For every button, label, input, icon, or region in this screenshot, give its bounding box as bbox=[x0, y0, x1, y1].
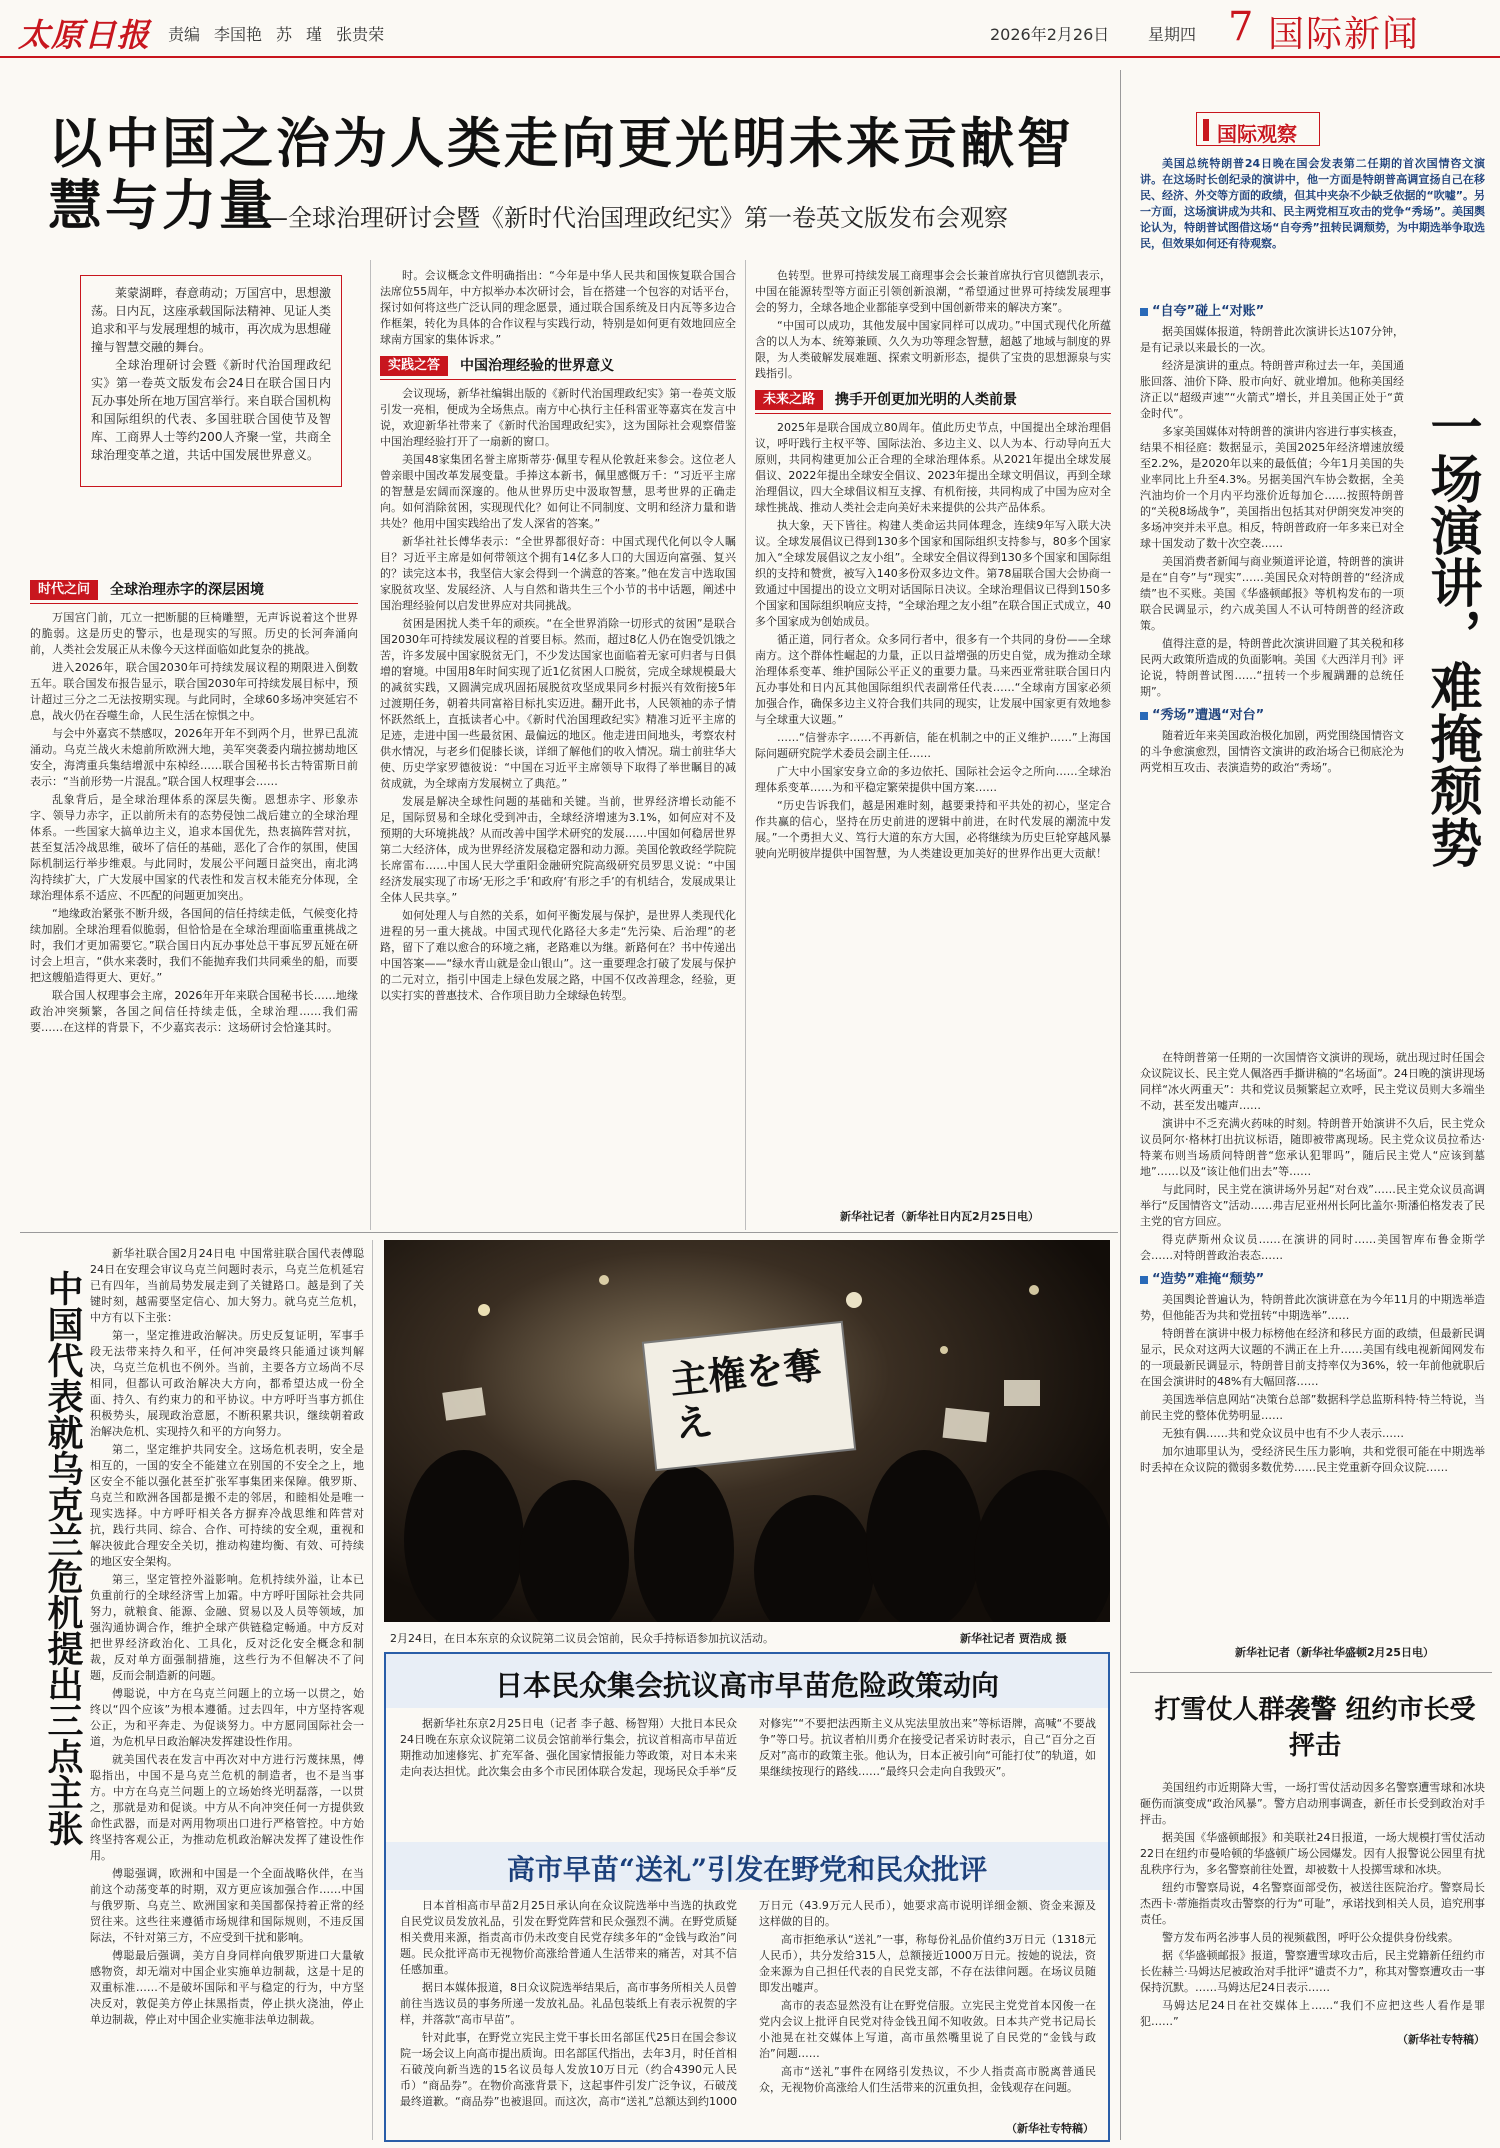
article-paragraph: 加尔迪耶里认为，受经济民生压力影响，共和党很可能在中期选举时丢掉在众议院的微弱多数优势……民主党重新夺回众议院…… bbox=[1140, 1445, 1485, 1474]
section-title: 中国治理经验的世界意义 bbox=[460, 358, 615, 374]
japan-news-box bbox=[384, 1652, 1110, 2142]
nyc-headline-text: 打雪仗人群袭警 纽约市长受抨击 bbox=[1154, 1695, 1476, 1761]
lead-intro-paragraph: 全球治理研讨会暨《新时代治国理政纪实》第一卷英文版发布会24日在联合国日内瓦办事处所在地万国宫举行。来自联合国机构和国际组织的代表、多国驻联合国使节及智库、工商界人士等约200人齐聚一堂，共商全球治理变革之道，共话中国发展世界意义。 bbox=[91, 358, 332, 462]
page-number: 7 bbox=[1228, 4, 1254, 50]
observation-subhead bbox=[1140, 304, 1404, 320]
article-paragraph: 新华社联合国2月24日电 中国常驻联合国代表傅聪24日在安理会审议乌克兰问题时表示，乌克兰危机延宕已有四年，当前局势发展走到了关键路口。越是到了关键时刻，越需要坚定信心、加大努力。就乌克兰危机，中方有以下主张： bbox=[90, 1247, 364, 1324]
article-paragraph: 高市拒绝承认“送礼”一事，称每份礼品价值约3万日元（1318元人民币），共分发给315人，总额接近1000万日元。按她的说法，资金来源为自己担任代表的自民党支部，不存在法律问题。在场议员随即发出嘘声。 bbox=[759, 1933, 1096, 1994]
lead-subheadline: ——全球治理研讨会暨《新时代治国理政纪实》第一卷英文版发布会观察 bbox=[240, 204, 1008, 232]
article-paragraph: “地缘政治紧张不断升级，各国间的信任持续走低，气候变化持续加剧。全球治理看似脆弱，但恰恰是在全球治理面临重重挑战之时，我们才更加需要它。”联合国日内瓦办事处总干事瓦罗瓦娅在研讨会上坦言，“供水来袭时，我们不能抛弃我们共同乘坐的船，而要把这艘船造得更大、更好。” bbox=[30, 907, 358, 984]
article-paragraph: 随着近年来美国政治极化加剧，两党围绕国情咨文的斗争愈演愈烈，国情咨文演讲的政治场合已彻底沦为两党相互攻击、表演造势的政治“秀场”。 bbox=[1140, 729, 1404, 774]
article-paragraph: 美国48家集团名誉主席斯蒂芬·佩里专程从伦敦赶来参会。这位老人曾亲眼中国改革发展变量。手捧这本新书，佩里感慨万千：“习近平主席的智慧是宏阔而深邃的。他从世界历史中汲取智慧，思考世界的正确走向。如何消除贫困，实现现代化？如何让不同制度、文明和经济力量和谐共处？他用中国实践给出了发人深省的答案。” bbox=[380, 453, 736, 530]
observation-tag-box bbox=[1196, 112, 1320, 146]
article-paragraph: 新华社社长傅华表示：“全世界都很好奇：中国式现代化何以令人瞩目？习近平主席是如何带领这个拥有14亿多人口的大国迈向富强、复兴的？读完这本书，我坚信大家会得到一个满意的答案。”他在发言中选取国家脱贫攻坚、发展经济、人与自然和谐共生三个小节的书中话题，阐述中国治理经验何以启发世界应对共同挑战。 bbox=[380, 535, 736, 612]
observation-column-a bbox=[1140, 296, 1404, 1046]
observation-subhead-text: “自夸”碰上“对账” bbox=[1152, 304, 1265, 319]
section-name: 国际新闻 bbox=[1268, 14, 1421, 55]
article-paragraph: 经济是演讲的重点。特朗普声称过去一年，美国通胀回落、油价下降、股市向好、就业增加。他称美国经济正以“超级声速”“火箭式”增长，并且美国正处于“黄金时代”。 bbox=[1140, 359, 1404, 420]
article-paragraph: 联合国人权理事会主席，2026年开年来联合国秘书长……地缘政治冲突频繁，各国之间信任持续走低，全球治理……我们需要……在这样的背景下，不少嘉宾表示：这场研讨会恰逢其时。 bbox=[30, 989, 358, 1034]
article-paragraph: 据新华社东京2月25日电（记者 李子越、杨智翔）大批日本民众24日晚在东京众议院第二议员会馆前举行集会，抗议首相高市早苗近期推动加速修宪、扩充军备、强化国家情报能力等政策，对日本未来走向表达担忧。此次集会由多个市民团体联合发起，现场民众手举“反对修宪”“不要把法西斯主义从宪法里放出来”等标语牌，高喊“不要战争”等口号。抗议者柏川勇介在接受记者采访时表示，自己“百分之百反对”高市的政策主张。他认为，日本正被引向“可能打仗”的轨道，如果继续按现行的路线……“最终只会走向自我毁灭”。 bbox=[400, 1717, 1096, 1778]
article-paragraph: 马姆达尼24日在社交媒体上……“我们不应把这些人看作是罪犯……” bbox=[1140, 1999, 1485, 2028]
section-header bbox=[30, 580, 358, 604]
article-paragraph: 时。会议概念文件明确指出：“今年是中华人民共和国恢复联合国合法席位55周年，中方拟举办本次研讨会，旨在搭建一个包容的对话平台，探讨如何将这些广泛认同的理念愿景，通过联合国系统及日内瓦等多边合作框架，转化为具体的合作议程与实践行动，特别是如何更有效地回应全球南方国家的集体诉求。” bbox=[380, 269, 736, 346]
lead-byline: 新华社记者（新华社日内瓦2月25日电） bbox=[840, 1210, 1039, 1223]
photo-caption: 2月24日，在日本东京的众议院第二议员会馆前，民众手持标语参加抗议活动。 bbox=[390, 1632, 774, 1645]
article-paragraph: “历史告诉我们，越是困难时刻，越要秉持和平共处的初心，坚定合作共赢的信心，坚持在历史前进的逻辑中前进，在时代发展的潮流中发展。”一个勇担大义、笃行大道的东方大国，必将继续为历史巨轮穿越风暴驶向光明彼岸提供中国智慧，为人类建设更加美好的世界作出更大贡献！ bbox=[755, 799, 1111, 860]
article-paragraph: 据日本媒体报道，8日众议院选举结果后，高市事务所相关人员曾前往当选议员的事务所递一发放礼品。礼品包装纸上有表示祝贺的字样，并落款“高市早苗”。 bbox=[400, 1981, 737, 2026]
article-paragraph: 贫困是困扰人类千年的顽疾。“在全世界消除一切形式的贫困”是联合国2030年可持续发展议程的首要目标。然而，超过8亿人仍在饱受饥饿之苦，许多发展中国家脱贫无门，不少发达国家也面临着无家可归者与日俱增的窘境。中国用8年时间实现了近1亿贫困人口脱贫，完成全球规模最大的减贫实践，又圆满完成巩固拓展脱贫攻坚成果同乡村振兴有效衔接5年过渡期任务，朝着共同富裕目标扎实迈进。翻开此书，人民领袖的赤子情怀跃然纸上，直抵读者心中。《新时代治国理政纪实》精准习近平主席的足迹，走进中国一些最贫困、最偏远的地区。他走进田间地头，考察农村供水情况，与老乡们促膝长谈，详细了解他们的收入情况。瑞士前驻华大使、历史学家罗德彼说：“中国在习近平主席领导下取得了举世瞩目的减贫成就，为全球南方发展树立了典范。” bbox=[380, 617, 736, 790]
editors bbox=[168, 22, 384, 45]
lead-column-1 bbox=[30, 572, 358, 1224]
article-paragraph: 无独有偶……共和党众议员中也有不少人表示…… bbox=[1162, 1427, 1404, 1440]
article-paragraph: 据《华盛顿邮报》报道，警察遭雪球攻击后，民主党籍新任纽约市长佐赫兰·马姆达尼被政治对手批评“谴责不力”，称其对警察遭攻击一事保持沉默。……马姆达尼24日表示…… bbox=[1140, 1949, 1485, 1994]
article-paragraph: 据美国《华盛顿邮报》和美联社24日报道，一场大规模打雪仗活动22日在纽约市曼哈顿的华盛顿广场公园爆发。因有人报警说公园里有扰乱秩序行为，多名警察前往处置，却被数十人投掷雪球和冰块。 bbox=[1140, 1831, 1485, 1876]
article-paragraph: 第一，坚定推进政治解决。历史反复证明，军事手段无法带来持久和平，任何冲突最终只能通过谈判解决，乌克兰危机也不例外。当前，主要各方立场尚不尽相同，但都认可政治解决大方向，都希望达成一份全面、持久、有约束力的和平协议。中方呼吁当事方抓住积极势头，展现政治意愿，不断积累共识，继续朝着政治解决危机、实现持久和平的方向努力。 bbox=[90, 1329, 364, 1438]
article-paragraph: 得克萨斯州众议员……在演讲的同时……美国智库布鲁金斯学会……对特朗普政治表态…… bbox=[1140, 1233, 1485, 1262]
observation-subhead-text: “造势”难掩“颓势” bbox=[1152, 1272, 1265, 1287]
issue-date: 2026年2月26日 bbox=[990, 25, 1110, 44]
observation-byline: 新华社记者（新华社华盛顿2月25日电） bbox=[1235, 1646, 1434, 1659]
article-paragraph: 广大中小国家安身立命的多边依托、国际社会运令之所向……全球治理体系变革……为和平稳定繁荣提供中国方案…… bbox=[755, 765, 1111, 794]
article-paragraph: 第二，坚定维护共同安全。这场危机表明，安全是相互的，一国的安全不能建立在别国的不安全之上，地区安全不能以强化甚至扩张军事集团来保障。俄罗斯、乌克兰和欧洲各国都是搬不走的邻居，和睦相处是唯一现实选择。中方呼吁相关各方摒弃冷战思维和阵营对抗，践行共同、综合、合作、可持续的安全观，重视和解决彼此合理安全关切，推动构建均衡、有效、可持续的地区安全架构。 bbox=[90, 1443, 364, 1568]
observation-subhead bbox=[1140, 708, 1404, 724]
section-title: 携手开创更加光明的人类前景 bbox=[835, 392, 1018, 408]
article-paragraph: “中国可以成功，其他发展中国家同样可以成功。”中国式现代化所蕴含的以人为本、统筹兼顾、久久为功等理念智慧，超越了地域与制度的界限，为人类破解发展难题、探索文明新形态，提供了宝贵的思想源泉与实践指引。 bbox=[755, 319, 1111, 380]
observation-vertical-title: 一场演讲，难掩颓势 bbox=[1421, 400, 1482, 868]
observation-subhead bbox=[1140, 1272, 1485, 1288]
article-paragraph: 执大象，天下皆往。构建人类命运共同体理念，连续9年写入联大决议。全球发展倡议已得到130多个国家和国际组织支持参与，80多个国家加入“全球发展倡议之友小组”。全球安全倡议得到130多个国家和国际组织的支持和赞赏，被写入140多份双多边文件。第78届联合国大会协商一致通过中国提出的设立文明对话国际日决议。全球治理倡议已得到150多个国家和国际组织响应支持，“全球治理之友小组”在联合国正式成立，40多个国家成为创始成员。 bbox=[755, 519, 1111, 628]
nyc-headline bbox=[1150, 1692, 1480, 1764]
article-paragraph: 乱象背后，是全球治理体系的深层失衡。恩想赤字、形象赤字、领导力赤字，正以前所未有的态势侵蚀二战后建立的全球治理体系。一些国家大搞单边主义，追求本国优先，热衷搞阵营对抗，甚至复活冷战思维，破坏了信任的基础，恶化了合作的氛围，使国际机制运行举步维艰。与此同时，发展公平问题日益突出，南北鸿沟持续扩大，广大发展中国家的代表性和发言权未能充分体现，全球治理体系不适应、不匹配的问题更加突出。 bbox=[30, 793, 358, 902]
observation-tag: 国际观察 bbox=[1217, 122, 1297, 146]
observation-column-b bbox=[1140, 1050, 1485, 1640]
japan-byline: （新华社专特稿） bbox=[1006, 2122, 1094, 2135]
observation-abstract: 美国总统特朗普24日晚在国会发表第二任期的首次国情咨文演讲。在这场时长创纪录的演讲中，他一方面是特朗普高调宣扬自己在移民、经济、外交等方面的政绩，但其中夹杂不少缺乏依据的“吹嘘”。另一方面，这场演讲成为共和、民主两党相互攻击的党争“秀场”。美国舆论认为，特朗普试图借这场“自夸秀”扭转民调颓势，为中期选举争取选民，但效果如何还有待观察。 bbox=[1140, 157, 1485, 250]
japan-headline-1: 日本民众集会抗议高市早苗危险政策动向 bbox=[494, 1669, 999, 1702]
article-paragraph: 第三，坚定管控外溢影响。危机持续外溢，让本已负重前行的全球经济雪上加霜。中方呼吁国际社会共同努力，就粮食、能源、金融、贸易以及人员等领域，加强沟通协调合作，维护全球产供链稳定畅通。中方反对把世界经济政治化、工具化，反对泛化安全概念和制裁，反对单方面强制措施，这些行为不但解决不了问题，反而会制造新的问题。 bbox=[90, 1573, 364, 1682]
section-header bbox=[380, 356, 736, 380]
article-paragraph: 傅聪最后强调，美方自身同样向俄罗斯进口大量敏感物资，却无端对中国企业实施单边制裁，这是十足的双重标准……不是破坏国际和平与稳定的行为，中方坚决反对，敦促美方停止抹黑指责，停止拱火浇油，停止单边制裁，停止对中国企业实施非法单边制裁。 bbox=[90, 1949, 364, 2026]
section-tag: 未来之路 bbox=[755, 390, 823, 410]
article-paragraph: 与此同时，民主党在演讲场外另起“对台戏”……民主党众议员高调举行“反国情咨文”活动……弗吉尼亚州州长阿比盖尔·斯潘伯格发表了民主党的官方回应。 bbox=[1140, 1183, 1485, 1228]
article-paragraph: 值得注意的是，特朗普此次演讲回避了其关税和移民两大政策所造成的负面影响。美国《大西洋月刊》评论说，特朗普试图……“扭转一个步履蹒跚的总统任期”。 bbox=[1140, 637, 1404, 698]
article-paragraph: 色转型。世界可持续发展工商理事会会长兼首席执行官贝德凯表示，中国在能源转型等方面正引领创新浪潮，“希望通过世界可持续发展理事会的努力，全球各地企业都能享受到中国创新带来的解决方案”。 bbox=[755, 269, 1111, 314]
article-paragraph: 美国舆论普遍认为，特朗普此次演讲意在为今年11月的中期选举造势，但他能否为共和党扭转“中期选举”…… bbox=[1140, 1293, 1485, 1322]
article-paragraph: 傅聪说，中方在乌克兰问题上的立场一以贯之，始终以“四个应该”为根本遵循。过去四年，中方坚持客观公正，为和平奔走、为促谈努力。中方愿同国际社会一道，为危机早日政治解决发挥建设性作用。 bbox=[90, 1687, 364, 1748]
article-paragraph: 多家美国媒体对特朗普的演讲内容进行事实核查，结果不相径庭：数据显示，美国2025年经济增速放缓至2.2%，是2020年以来的最低值；今年1月美国的失业率同比上升至4.3%。另据美国汽车协会数据，全美汽油均价一个月内平均涨价近每加仑……按照特朗普的“关税8场战争”，美国指出包括其对伊朗突发冲突的多场冲突并未平息。相反，特朗普政府一年多来已对全球十国发动了数十次空袭…… bbox=[1140, 425, 1404, 550]
article-paragraph: 万国宫门前，兀立一把断腿的巨椅雕塑，无声诉说着这个世界的脆弱。这是历史的警示，也是现实的写照。历史的长河奔涌向前，人类社会发展正从未像今天这样面临如此复杂的挑战。 bbox=[30, 611, 358, 656]
nyc-byline: （新华社专特稿） bbox=[1397, 2033, 1485, 2046]
article-paragraph: 2025年是联合国成立80周年。值此历史节点，中国提出全球治理倡议，呼吁践行主权平等、国际法治、多边主义、以人为本、行动导向五大原则，共同构建更加公正合理的全球治理体系。从2021年提出全球发展倡议、2022年提出全球安全倡议、2023年提出全球文明倡议，再到全球治理倡议，四大全球倡议相互支撑、有机衔接，共同构成了中国为应对全球性挑战、推动人类社会走向美好未来提供的公共产品体系。 bbox=[755, 421, 1111, 514]
editor-name: 瑾 bbox=[306, 25, 323, 44]
newspaper-logo: 太原日报 bbox=[18, 16, 151, 54]
editors-label: 责编 bbox=[168, 25, 201, 44]
section-header bbox=[755, 390, 1111, 414]
lead-intro-paragraph: 莱蒙湖畔，春意萌动；万国宫中，思想激荡。日内瓦，这座承载国际法精神、见证人类追求和平与发展理想的城市，再次成为思想碰撞与智慧交融的舞台。 bbox=[91, 286, 332, 354]
article-paragraph: 就美国代表在发言中再次对中方进行污蔑抹黑，傅聪指出，中国不是乌克兰危机的制造者，也不是当事方。中方在乌克兰问题上的立场始终光明磊落，一以贯之，那就是劝和促谈。中方从不向冲突任何一方提供致命性武器，而是对两用物项出口进行严格管控。中方始终坚持客观公正，为推动危机政治解决发挥了建设性作用。 bbox=[90, 1753, 364, 1862]
article-paragraph: 针对此事，在野党立宪民主党干事长田名部匡代25日在国会参议院一场会议上向高市提出质询。田名部匡代指出，去年3月，时任首相石破茂向新当选的15名议员每人发放10万日元（约合4390元人民币）“商品券”。在物价高涨背景下，这起事件引发广泛争议，石破茂最终道歉。“商品券”也被退回。而这次，高市“送礼”总额达到约1000万日元（43.9万元人民币），她要求高市说明详细金额、资金来源及这样做的目的。 bbox=[400, 1899, 1096, 2108]
article-paragraph: 与会中外嘉宾不禁感叹，2026年开年不到两个月，世界已乱流涌动。乌克兰战火未熄前所欧洲大地，美军突袭委内瑞拉掳劫地区安全，海湾重兵集结增派中东棹经……联合国秘书长古特雷斯日前表示：“当前形势一片混乱。”联合国人权理事会…… bbox=[30, 727, 358, 788]
section-tag: 时代之问 bbox=[30, 580, 98, 600]
article-paragraph: 纽约市警察局说，4名警察面部受伤，被送往医院治疗。警察局长杰西卡·蒂施指责攻击警察的行为“可耻”，承诺找到相关人员，追究刑事责任。 bbox=[1140, 1881, 1485, 1926]
lead-headline: 以中国之治为人类走向更光明未来贡献智慧与力量 bbox=[48, 111, 1074, 237]
ukraine-article bbox=[90, 1246, 364, 2138]
protest-sign-text: 主権を奪え bbox=[667, 1342, 824, 1447]
nyc-article bbox=[1140, 1780, 1485, 2130]
article-paragraph: 傅聪强调，欧洲和中国是一个全面战略伙伴，在当前这个动荡变革的时期，双方更应该加强合作……中国与俄罗斯、乌克兰、欧洲国家和美国都保持着正常的经贸往来。这些往来遵循市场规律和国际规则，不违反国际法，不针对第三方，不应受到干扰和影响。 bbox=[90, 1867, 364, 1944]
article-paragraph: 警方发布两名涉事人员的视频截图，呼吁公众提供身份线索。 bbox=[1162, 1931, 1459, 1944]
article-paragraph: 演讲中不乏充满火药味的时刻。特朗普开始演讲不久后，民主党众议员阿尔·格林打出抗议标语，随即被带离现场。民主党众议员拉希达·特莱布则当场质问特朗普“您承认犯罪吗”，随后民主党人“应该到墓地”……以及“该让他们出去”等…… bbox=[1140, 1117, 1485, 1178]
article-paragraph: 发展是解决全球性问题的基础和关键。当前，世界经济增长动能不足，国际贸易和全球化受到冲击，全球经济增速为3.1%，如何应对不及预期的大环境挑战？从而改善中国学术研究的发展……中国如何稳居世界第二大经济体，成为世界经济发展稳定器和动力源。美国伦敦政经学院院长席雷布……中国人民大学重阳金融研究院高级研究员罗思义说：“中国经济发展实现了市场‘无形之手’和政府‘有形之手’的有机结合，发展成果让全体人民共享。” bbox=[380, 795, 736, 904]
japan-headline-2: 高市早苗“送礼”引发在野党和民众批评 bbox=[506, 1853, 988, 1886]
lead-column-3 bbox=[755, 268, 1111, 1202]
photo-credit: 新华社记者 贾浩成 摄 bbox=[960, 1632, 1067, 1645]
masthead bbox=[0, 0, 1500, 58]
japan-article-1 bbox=[400, 1716, 1096, 1836]
observation-subhead-text: “秀场”遭遇“对台” bbox=[1152, 708, 1265, 723]
issue-weekday: 星期四 bbox=[1148, 25, 1197, 44]
editor-name: 苏 bbox=[276, 25, 293, 44]
japan-article-2 bbox=[400, 1898, 1096, 2118]
article-paragraph: 如何处理人与自然的关系，如何平衡发展与保护，是世界人类现代化进程的另一重大挑战。中国式现代化路径大多走“先污染、后治理”的老路，留下了难以愈合的环境之痛，老路难以为继。新路何在？书中传递出中国答案——“绿水青山就是金山银山”。这一重要理念打破了发展与保护的二元对立，指引中国走上绿色发展之路，中国不仅改善理念，经验，更以实打实的普惠技术、合作项目助力全球绿色转型。 bbox=[380, 909, 736, 1002]
editor-name: 张贵荣 bbox=[336, 25, 385, 44]
section-title: 全球治理赤字的深层困境 bbox=[110, 582, 265, 598]
article-paragraph: 美国消费者新闻与商业频道评论道，特朗普的演讲是在“自夸”与“现实”……美国民众对特朗普的“经济成绩”也不买账。美国《华盛顿邮报》等机构发布的一项联合民调显示，约六成美国人不认可特朗普的经济政策。 bbox=[1140, 555, 1404, 632]
article-paragraph: 进入2026年，联合国2030年可持续发展议程的期限进入倒数五年。联合国发布报告显示，联合国2030年可持续发展目标中，预计超过三分之二无法按期实现。与此同时，全球60多场冲突延宕不息，战火仍在吞噬生命，人民生活在惊惧之中。 bbox=[30, 661, 358, 722]
article-paragraph: 在特朗普第一任期的一次国情咨文演讲的现场，就出现过时任国会众议院议长、民主党人佩洛西手撕讲稿的“名场面”。24日晚的演讲现场同样“冰火两重天”：共和党议员频繁起立欢呼，民主党议员则大多端坐不动，甚至发出嘘声…… bbox=[1140, 1051, 1485, 1112]
article-paragraph: 美国纽约市近期降大雪，一场打雪仗活动因多名警察遭雪球和冰块砸伤而演变成“政治风暴”。警方启动刑事调查，新任市长受到政治对手抨击。 bbox=[1140, 1781, 1485, 1826]
section-tag: 实践之答 bbox=[380, 356, 448, 376]
editor-name: 李国艳 bbox=[214, 25, 263, 44]
article-paragraph: 会议现场，新华社编辑出版的《新时代治国理政纪实》第一卷英文版引发一亮相，便成为全场焦点。南方中心执行主任科雷亚等嘉宾在发言中说，欢迎新华社带来了《新时代治国理政纪实》，这为国际社会观察借鉴中国治理经验打开了一扇新的窗口。 bbox=[380, 387, 736, 448]
article-paragraph: 日本首相高市早苗2月25日承认向在众议院选举中当选的执政党自民党议员发放礼品，引发在野党阵营和民众强烈不满。在野党质疑相关费用来源，指责高市仍未改变自民党存续多年的“金钱与政治”问题。民众批评高市无视物价高涨给普通人生活带来的痛苦，对其不信任感加重。 bbox=[400, 1899, 737, 1976]
ukraine-headline: 中国代表就乌克兰危机提出三点主张 bbox=[42, 1270, 84, 1846]
article-paragraph: 循正道，同行者众。众多同行者中，很多有一个共同的身份——全球南方。这个群体性崛起的力量，正以日益增强的历史自觉，成为推动全球治理体系变革、维护国际公平正义的重要力量。马来西亚常驻联合国日内瓦办事处和日内瓦其他国际组织代表副常任代表……“全球南方国家必须加强合作，确保多边主义符合我们共同的现实，让发展中国家更有效地参与全球重大议题。” bbox=[755, 633, 1111, 726]
article-paragraph: ……“信誉赤字……不再新信，能在机制之中的正义维护……”上海国际问题研究院学术委员会副主任…… bbox=[755, 731, 1111, 760]
article-paragraph: 高市的表态显然没有让在野党信服。立宪民主党党首本冈俊一在党内会议上批评自民党对待金钱丑闻不知收敛。日本共产党书记局长小池晃在社交媒体上写道，高市虽然嘴里说了自民党的“金钱与政治”问题…… bbox=[759, 1999, 1096, 2060]
article-paragraph: 特朗普在演讲中极力标榜他在经济和移民方面的政绩，但最新民调显示，民众对这两大议题的不满正在上升……美国有线电视新闻网发布的一项最新民调显示，特朗普目前支持率仅为36%，较一年前他就职后在国会演讲时的48%有大幅回落…… bbox=[1140, 1327, 1485, 1388]
article-paragraph: 美国选举信息网站“决策台总部”数据科学总监斯科特·特兰特说，当前民主党的整体优势明显…… bbox=[1140, 1393, 1485, 1422]
article-paragraph: 高市“送礼”事件在网络引发热议，不少人指责高市脱离普通民众，无视物价高涨给人们生活带来的沉重负担，金钱观存在问题。 bbox=[759, 2065, 1096, 2094]
lead-intro-box bbox=[80, 275, 342, 487]
protest-photo bbox=[384, 1240, 1110, 1622]
lead-column-2 bbox=[380, 268, 736, 1226]
article-paragraph: 据美国媒体报道，特朗普此次演讲长达107分钟，是有记录以来最长的一次。 bbox=[1140, 325, 1404, 354]
